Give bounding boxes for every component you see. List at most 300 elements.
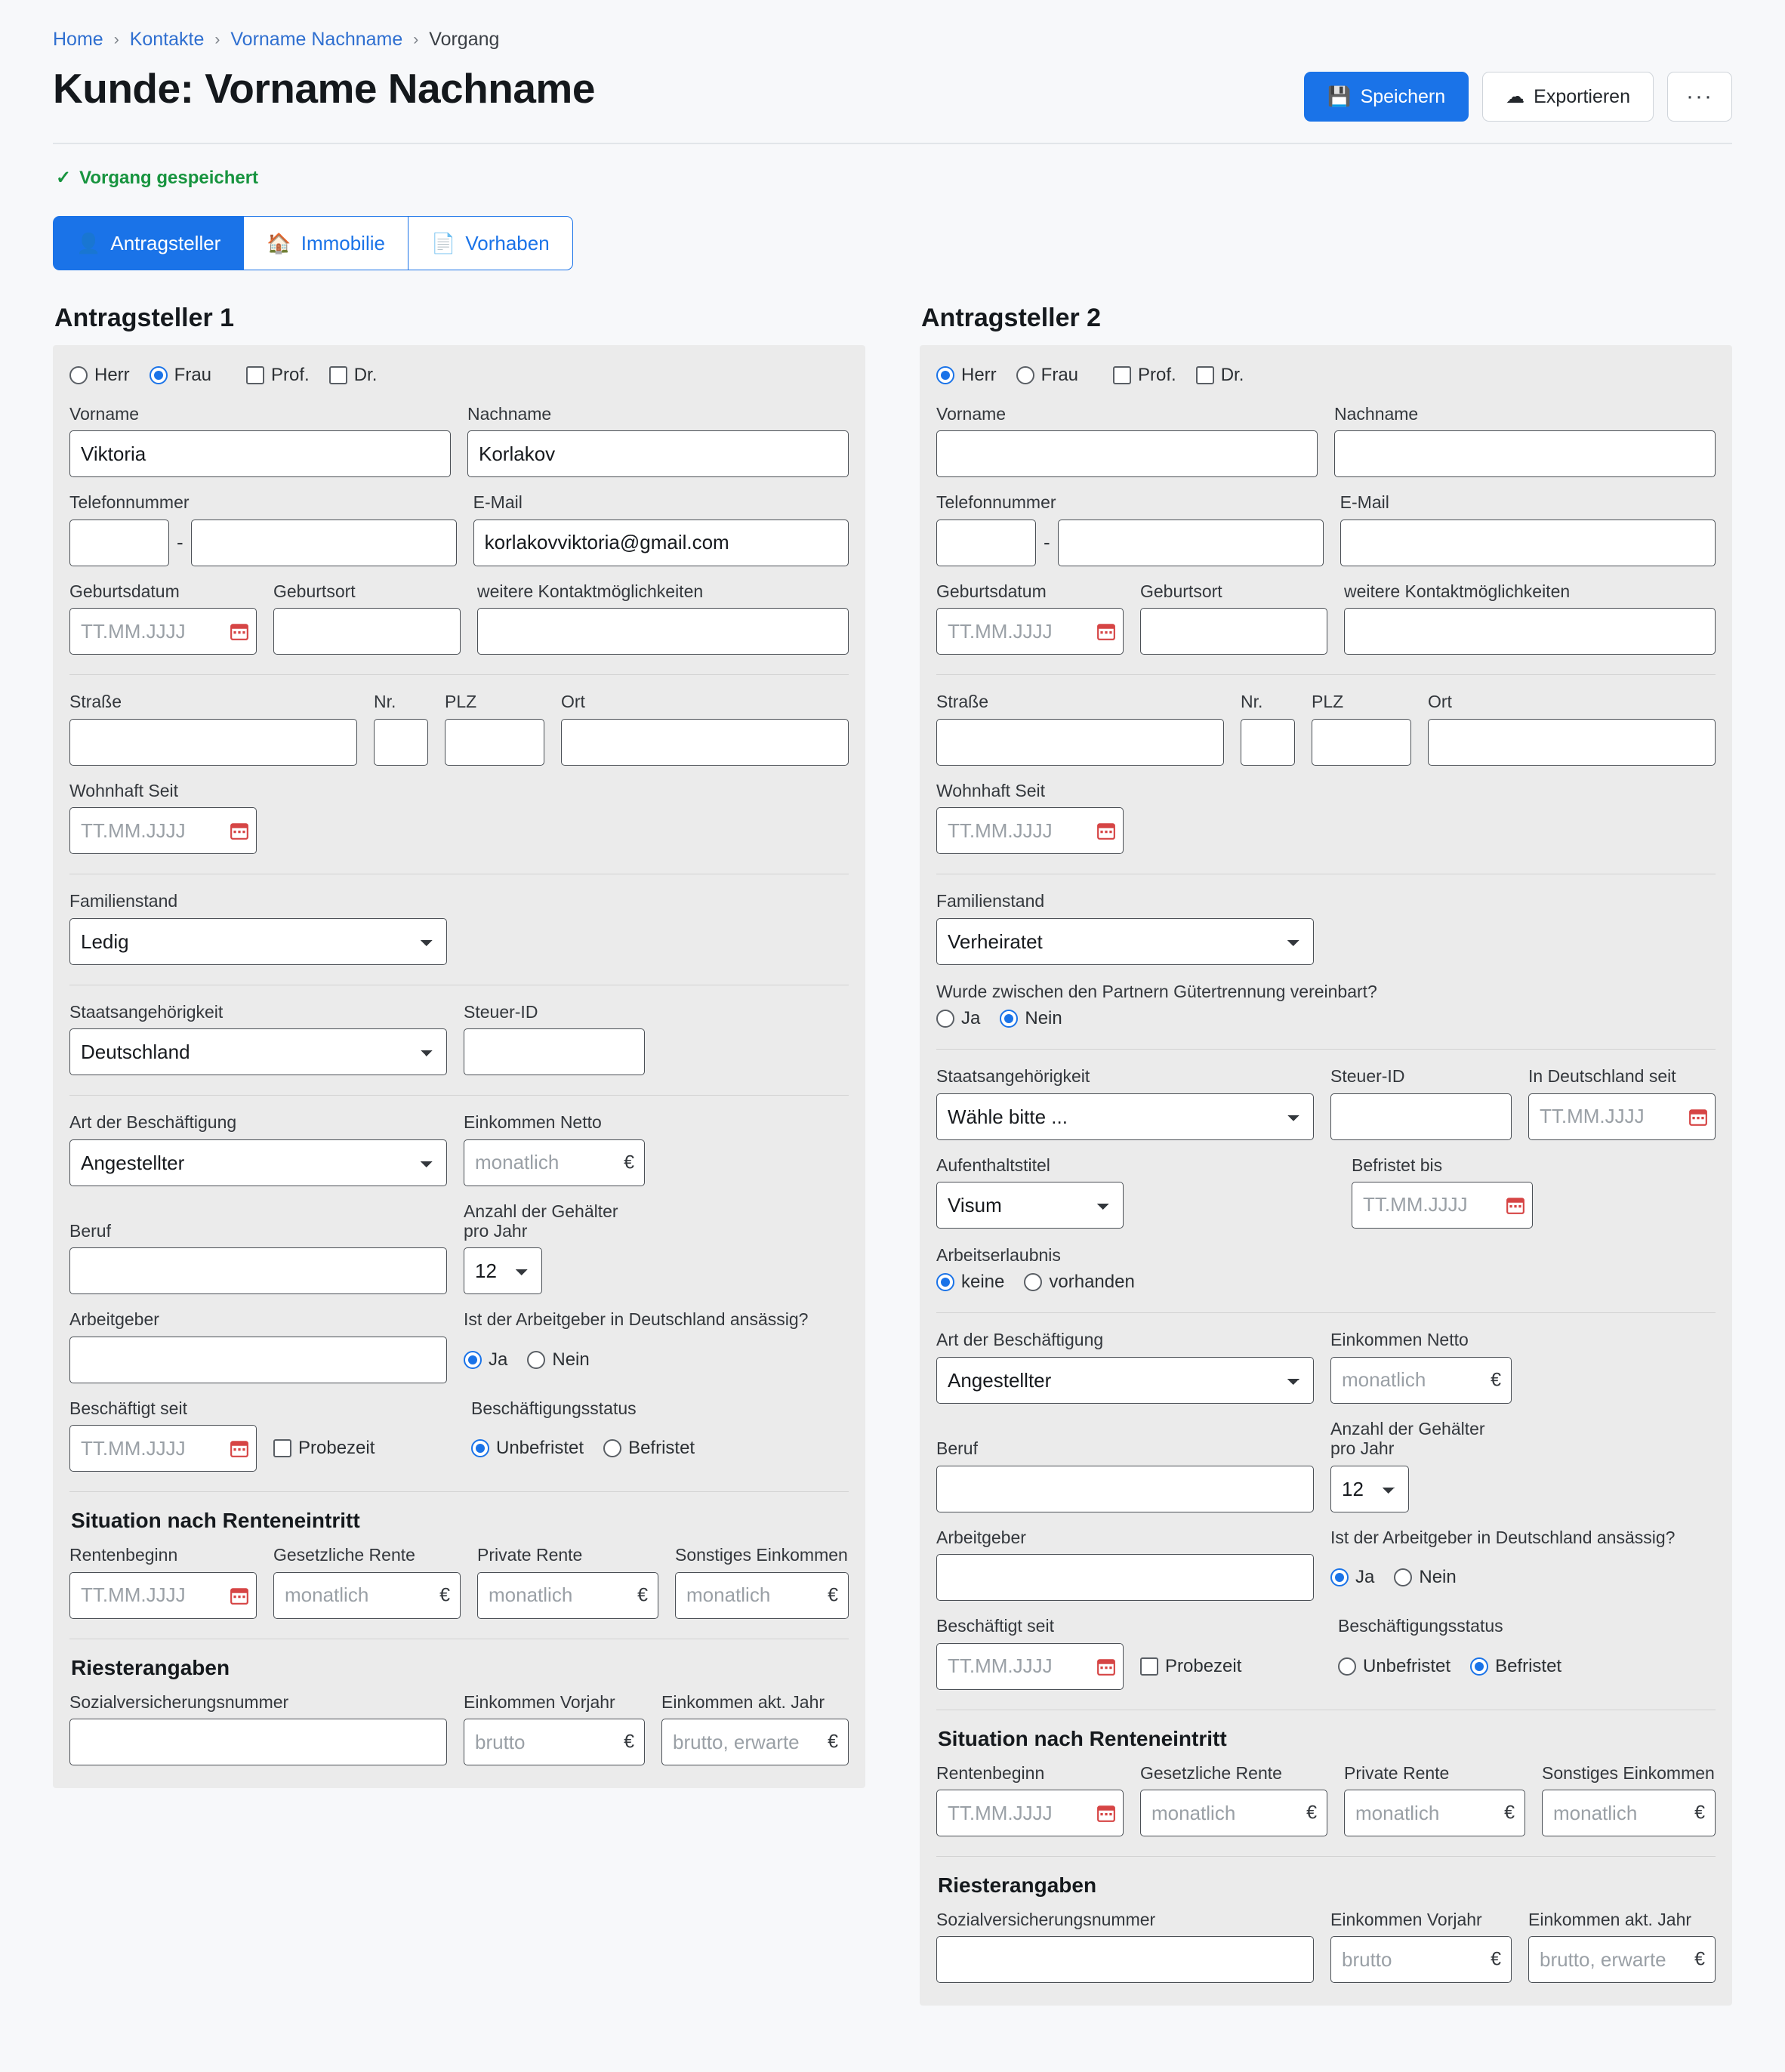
applicant-1-heading: Antragsteller 1 bbox=[54, 304, 235, 332]
label-sonstiges-einkommen-2: Sonstiges Einkommen bbox=[1542, 1762, 1715, 1783]
breadcrumb-item-home[interactable]: Home bbox=[53, 29, 103, 50]
label-ort-2: Ort bbox=[1428, 692, 1452, 712]
field-weitere-kontakt-1 bbox=[477, 581, 849, 655]
wohnhaft-row-2 bbox=[936, 781, 1716, 854]
currency-symbol: € bbox=[637, 1584, 648, 1606]
beschaeftigung-row-2 bbox=[936, 1330, 1716, 1403]
radio-guetertrennung-nein-2-label: Nein bbox=[1025, 1008, 1062, 1029]
rentenbeginn-input-1[interactable] bbox=[69, 1572, 257, 1619]
field-nachname-2 bbox=[1334, 404, 1716, 477]
nachname-input-1[interactable] bbox=[467, 430, 849, 477]
beschaeftigt-seit-row-2 bbox=[936, 1616, 1716, 1689]
label-staatsangehoerigkeit-1: Staatsangehörigkeit bbox=[69, 1001, 224, 1022]
label-strasse-1: Straße bbox=[69, 692, 122, 712]
radio-arbeitserlaubnis-keine-2-label: keine bbox=[961, 1272, 1005, 1293]
check-circle-icon: ✓ bbox=[56, 168, 72, 188]
field-aufenthaltstitel-2 bbox=[936, 1155, 1124, 1229]
radio-unbefristet-1-dot bbox=[471, 1439, 489, 1457]
radio-unbefristet-2[interactable] bbox=[1338, 1656, 1451, 1677]
applicant-2-column bbox=[920, 304, 1732, 2006]
geburtsort-input-2[interactable] bbox=[1140, 608, 1327, 655]
label-einkommen-vorjahr-2: Einkommen Vorjahr bbox=[1330, 1910, 1482, 1929]
label-guetertrennung-2: Wurde zwischen den Partnern Gütertrennung vereinbart? bbox=[936, 981, 1377, 1001]
label-plz-2: PLZ bbox=[1312, 692, 1344, 712]
label-geburtsdatum-1: Geburtsdatum bbox=[69, 581, 180, 601]
beschaeftigungsstatus-group-1 bbox=[471, 1425, 849, 1472]
radio-ansaessig-nein-2-label: Nein bbox=[1419, 1567, 1457, 1588]
einkommen-netto-input-1[interactable] bbox=[464, 1139, 645, 1186]
field-rentenbeginn-1 bbox=[69, 1545, 257, 1618]
radio-ansaessig-ja-1-dot bbox=[464, 1351, 482, 1369]
checkbox-prof-2-box bbox=[1113, 366, 1131, 384]
steuer-id-input-1[interactable] bbox=[464, 1028, 645, 1075]
field-telefon-1 bbox=[69, 492, 457, 566]
field-einkommen-vorjahr-1 bbox=[464, 1692, 645, 1765]
label-anzahl-gehaelter-1: Anzahl der Gehälter pro Jahr bbox=[464, 1201, 618, 1241]
contact-row-1 bbox=[69, 492, 849, 566]
label-rentenbeginn-2: Rentenbeginn bbox=[936, 1762, 1045, 1783]
in-deutschland-seit-input-2[interactable] bbox=[1528, 1093, 1716, 1140]
radio-ansaessig-ja-1-label: Ja bbox=[489, 1349, 508, 1370]
breadcrumb-item-current: Vorgang bbox=[429, 29, 500, 50]
breadcrumb-item-person[interactable]: Vorname Nachname bbox=[230, 29, 403, 50]
breadcrumb-item-kontakte[interactable]: Kontakte bbox=[129, 29, 205, 50]
field-geburtsdatum-2 bbox=[936, 581, 1124, 655]
label-nachname-1: Nachname bbox=[467, 404, 552, 424]
radio-herr-2[interactable] bbox=[936, 365, 997, 386]
beschaeftigung-row-1 bbox=[69, 1112, 849, 1186]
radio-ansaessig-ja-2-dot bbox=[1330, 1568, 1349, 1586]
rente-row-2 bbox=[936, 1763, 1716, 1836]
einkommen-vorjahr-input-1[interactable] bbox=[464, 1719, 645, 1765]
rentenbeginn-input-2[interactable] bbox=[936, 1790, 1124, 1836]
field-beschaeftigungsstatus-1 bbox=[471, 1398, 849, 1472]
chevron-right-icon: › bbox=[113, 30, 119, 48]
sozialversicherungsnummer-input-1[interactable] bbox=[69, 1719, 447, 1765]
label-vorname-1: Vorname bbox=[69, 404, 140, 424]
field-einkommen-netto-2 bbox=[1330, 1330, 1512, 1403]
field-geburtsdatum-1 bbox=[69, 581, 257, 655]
label-rentenbeginn-1: Rentenbeginn bbox=[69, 1545, 178, 1565]
telefon-number-input-1[interactable] bbox=[191, 520, 457, 566]
staat-row-2 bbox=[936, 1066, 1716, 1139]
radio-ansaessig-nein-2[interactable] bbox=[1394, 1567, 1456, 1588]
label-staatsangehoerigkeit-2: Staatsangehörigkeit bbox=[936, 1066, 1090, 1087]
art-beschaeftigung-select-2[interactable] bbox=[936, 1357, 1314, 1404]
floppy-icon: 💾 bbox=[1327, 85, 1352, 107]
familienstand-select-2[interactable] bbox=[936, 918, 1314, 965]
befristet-bis-input-2[interactable] bbox=[1352, 1182, 1533, 1229]
label-familienstand-2: Familienstand bbox=[936, 891, 1045, 911]
chevron-right-icon: › bbox=[214, 30, 220, 48]
beruf-row-1 bbox=[69, 1201, 849, 1295]
nr-input-1[interactable] bbox=[374, 719, 428, 766]
field-strasse-1 bbox=[69, 692, 357, 765]
field-nr-1 bbox=[374, 692, 428, 765]
field-staatsangehoerigkeit-2 bbox=[936, 1066, 1314, 1139]
checkbox-probezeit-1-box bbox=[273, 1439, 291, 1457]
riester-row-1 bbox=[69, 1692, 849, 1765]
checkbox-prof-1[interactable] bbox=[246, 365, 310, 386]
label-arbeitgeber-ansaessig-1: Ist der Arbeitgeber in Deutschland ansässig? bbox=[464, 1309, 809, 1330]
label-private-rente-1: Private Rente bbox=[477, 1545, 583, 1565]
email-input-1[interactable] bbox=[473, 520, 849, 566]
checkbox-probezeit-1[interactable] bbox=[273, 1425, 455, 1472]
address-row-1 bbox=[69, 692, 849, 765]
field-art-beschaeftigung-1 bbox=[69, 1112, 447, 1186]
radio-unbefristet-1[interactable] bbox=[471, 1438, 584, 1459]
radio-unbefristet-2-dot bbox=[1338, 1657, 1356, 1676]
telefon-prefix-input-1[interactable] bbox=[69, 520, 169, 566]
label-beruf-2: Beruf bbox=[936, 1438, 978, 1459]
checkbox-dr-1[interactable] bbox=[329, 365, 378, 386]
sozialversicherungsnummer-input-2[interactable] bbox=[936, 1936, 1314, 1983]
upload-cloud-icon: ☁ bbox=[1506, 86, 1525, 107]
arbeitgeber-ansaessig-group-1 bbox=[464, 1337, 849, 1383]
label-arbeitserlaubnis-2: Arbeitserlaubnis bbox=[936, 1244, 1061, 1265]
label-strasse-2: Straße bbox=[936, 692, 989, 712]
field-gesetzliche-rente-2 bbox=[1140, 1763, 1327, 1836]
radio-ansaessig-nein-1-label: Nein bbox=[552, 1349, 590, 1370]
field-sonstiges-einkommen-2 bbox=[1542, 1763, 1716, 1836]
nr-input-2[interactable] bbox=[1241, 719, 1295, 766]
familienstand-select-1[interactable] bbox=[69, 918, 447, 965]
familienstand-row-1 bbox=[69, 891, 849, 964]
email-input-2[interactable] bbox=[1340, 520, 1716, 566]
label-einkommen-netto-2: Einkommen Netto bbox=[1330, 1330, 1469, 1350]
breadcrumb bbox=[53, 29, 1732, 51]
label-nachname-2: Nachname bbox=[1334, 404, 1419, 424]
strasse-input-2[interactable] bbox=[936, 719, 1224, 766]
gesetzliche-rente-input-1[interactable] bbox=[273, 1572, 461, 1619]
tab-antragsteller[interactable] bbox=[53, 216, 244, 270]
beschaeftigt-seit-input-1[interactable] bbox=[69, 1425, 257, 1472]
einkommen-akt-jahr-input-1[interactable] bbox=[661, 1719, 849, 1765]
einkommen-akt-jahr-input-2[interactable] bbox=[1528, 1936, 1716, 1983]
steuer-id-input-2[interactable] bbox=[1330, 1093, 1512, 1140]
ort-input-2[interactable] bbox=[1428, 719, 1716, 766]
field-beschaeftigungsstatus-2 bbox=[1338, 1616, 1716, 1689]
label-steuer-id-1: Steuer-ID bbox=[464, 1001, 538, 1022]
checkbox-prof-2[interactable] bbox=[1113, 365, 1176, 386]
field-in-deutschland-seit-2 bbox=[1528, 1066, 1716, 1139]
checkbox-prof-1-box bbox=[246, 366, 264, 384]
radio-befristet-1-label: Befristet bbox=[628, 1438, 695, 1459]
radio-guetertrennung-nein-2-dot bbox=[1000, 1010, 1018, 1028]
label-telefon-1: Telefonnummer bbox=[69, 492, 190, 513]
label-anzahl-gehaelter-2: Anzahl der Gehälter pro Jahr bbox=[1330, 1418, 1485, 1459]
vorname-input-2[interactable] bbox=[936, 430, 1318, 477]
arbeitserlaubnis-group-2 bbox=[936, 1272, 1716, 1293]
field-arbeitgeber-1 bbox=[69, 1309, 447, 1383]
divider bbox=[69, 674, 849, 675]
radio-ansaessig-ja-1[interactable] bbox=[464, 1349, 507, 1371]
field-befristet-bis-2 bbox=[1352, 1155, 1533, 1229]
staatsangehoerigkeit-select-1[interactable] bbox=[69, 1028, 447, 1075]
home-icon: 🏠 bbox=[267, 231, 291, 254]
field-plz-1 bbox=[445, 692, 544, 765]
radio-frau-2-label: Frau bbox=[1040, 365, 1079, 385]
wohnhaft-seit-input-1[interactable] bbox=[69, 807, 257, 854]
divider bbox=[936, 674, 1716, 675]
sonstiges-einkommen-input-2[interactable] bbox=[1542, 1790, 1716, 1836]
radio-frau-2[interactable] bbox=[1016, 365, 1078, 386]
label-art-beschaeftigung-2: Art der Beschäftigung bbox=[936, 1330, 1104, 1350]
field-wohnhaft-seit-2 bbox=[936, 781, 1124, 854]
checkbox-prof-1-label: Prof. bbox=[271, 365, 310, 385]
label-nr-2: Nr. bbox=[1241, 692, 1263, 712]
radio-ansaessig-ja-2-label: Ja bbox=[1355, 1567, 1375, 1588]
tab-vorhaben[interactable] bbox=[408, 216, 573, 270]
private-rente-input-2[interactable] bbox=[1344, 1790, 1525, 1836]
field-beschaeftigt-seit-1 bbox=[69, 1398, 257, 1472]
phone-dash: - bbox=[1044, 531, 1050, 554]
plz-input-2[interactable] bbox=[1312, 719, 1411, 766]
field-anzahl-gehaelter-2 bbox=[1330, 1419, 1512, 1512]
label-plz-1: PLZ bbox=[445, 692, 477, 712]
label-probezeit-spacer-2 bbox=[1140, 1616, 1321, 1636]
page-header bbox=[53, 64, 1732, 144]
tab-bar bbox=[53, 216, 1732, 270]
radio-ansaessig-nein-2-dot bbox=[1394, 1568, 1412, 1586]
currency-symbol: € bbox=[1306, 1802, 1317, 1824]
radio-guetertrennung-nein-2[interactable] bbox=[1000, 1008, 1062, 1029]
riester-row-2 bbox=[936, 1910, 1716, 1983]
strasse-input-1[interactable] bbox=[69, 719, 357, 766]
contact-row-2 bbox=[936, 492, 1716, 566]
ort-input-1[interactable] bbox=[561, 719, 849, 766]
plz-input-1[interactable] bbox=[445, 719, 544, 766]
label-gesetzliche-rente-2: Gesetzliche Rente bbox=[1140, 1762, 1282, 1783]
label-in-deutschland-seit-2: In Deutschland seit bbox=[1528, 1066, 1676, 1087]
radio-guetertrennung-ja-2-label: Ja bbox=[961, 1008, 981, 1029]
salutation-group-1 bbox=[69, 365, 849, 386]
currency-symbol: € bbox=[1491, 1948, 1501, 1970]
geburtsdatum-input-2[interactable] bbox=[936, 608, 1124, 655]
anzahl-gehaelter-select-1[interactable] bbox=[464, 1247, 542, 1294]
nachname-input-2[interactable] bbox=[1334, 430, 1716, 477]
guetertrennung-row-2 bbox=[936, 982, 1716, 1029]
tab-immobilie[interactable] bbox=[243, 216, 408, 270]
label-beruf-1: Beruf bbox=[69, 1220, 111, 1241]
label-email-1: E-Mail bbox=[473, 492, 523, 513]
gesetzliche-rente-input-2[interactable] bbox=[1140, 1790, 1327, 1836]
geburtsort-input-1[interactable] bbox=[273, 608, 461, 655]
label-ort-1: Ort bbox=[561, 692, 585, 712]
label-private-rente-2: Private Rente bbox=[1344, 1762, 1450, 1783]
phone-dash: - bbox=[177, 531, 183, 554]
riesterangaben-heading-1: Riesterangaben bbox=[71, 1655, 230, 1679]
label-befristet-bis-2: Befristet bis bbox=[1352, 1155, 1443, 1175]
field-sozialversicherungsnummer-2 bbox=[936, 1910, 1314, 1983]
field-vorname-2 bbox=[936, 404, 1318, 477]
field-rentenbeginn-2 bbox=[936, 1763, 1124, 1836]
tab-antragsteller-label: Antragsteller bbox=[110, 231, 221, 254]
more-options-button[interactable]: ··· bbox=[1667, 72, 1732, 122]
radio-frau-1-label: Frau bbox=[174, 365, 212, 385]
label-beschaeftigt-seit-1: Beschäftigt seit bbox=[69, 1398, 187, 1418]
export-button[interactable] bbox=[1482, 72, 1654, 122]
field-nr-2 bbox=[1241, 692, 1295, 765]
field-probezeit-2 bbox=[1140, 1616, 1321, 1689]
wohnhaft-row-1 bbox=[69, 781, 849, 854]
name-row-2 bbox=[936, 404, 1716, 477]
art-beschaeftigung-select-1[interactable] bbox=[69, 1139, 447, 1186]
beschaeftigt-seit-input-2[interactable] bbox=[936, 1643, 1124, 1690]
document-icon: 📄 bbox=[430, 231, 456, 254]
checkbox-probezeit-2-box bbox=[1140, 1657, 1158, 1676]
arbeitgeber-input-1[interactable] bbox=[69, 1337, 447, 1383]
arbeitgeber-input-2[interactable] bbox=[936, 1554, 1314, 1601]
radio-befristet-1[interactable] bbox=[603, 1438, 695, 1459]
radio-herr-1[interactable] bbox=[69, 365, 130, 386]
einkommen-vorjahr-input-2[interactable] bbox=[1330, 1936, 1512, 1983]
radio-befristet-2-dot bbox=[1470, 1657, 1488, 1676]
beschaeftigungsstatus-group-2 bbox=[1338, 1643, 1716, 1690]
label-sonstiges-einkommen-1: Sonstiges Einkommen bbox=[675, 1545, 848, 1565]
export-button-label: Exportieren bbox=[1534, 85, 1630, 107]
field-probezeit-1 bbox=[273, 1398, 455, 1472]
currency-symbol: € bbox=[828, 1731, 838, 1753]
weitere-kontakt-input-1[interactable] bbox=[477, 608, 849, 655]
applicant-1-column bbox=[53, 304, 865, 1788]
field-einkommen-netto-1 bbox=[464, 1112, 645, 1186]
field-strasse-2 bbox=[936, 692, 1224, 765]
label-weitere-kontakt-1: weitere Kontaktmöglichkeiten bbox=[477, 581, 704, 601]
aufenthalt-row-2 bbox=[936, 1155, 1716, 1229]
checkbox-probezeit-2-label: Probezeit bbox=[1165, 1655, 1242, 1676]
label-arbeitgeber-ansaessig-2: Ist der Arbeitgeber in Deutschland ansässig? bbox=[1330, 1527, 1676, 1547]
field-email-1 bbox=[473, 492, 849, 566]
einkommen-netto-input-2[interactable] bbox=[1330, 1357, 1512, 1404]
label-weitere-kontakt-2: weitere Kontaktmöglichkeiten bbox=[1344, 581, 1571, 601]
field-art-beschaeftigung-2 bbox=[936, 1330, 1314, 1403]
field-vorname-1 bbox=[69, 404, 451, 477]
label-beschaeftigt-seit-2: Beschäftigt seit bbox=[936, 1616, 1054, 1636]
label-beschaeftigungsstatus-2: Beschäftigungsstatus bbox=[1338, 1616, 1503, 1636]
radio-arbeitserlaubnis-keine-2-dot bbox=[936, 1273, 954, 1291]
field-nachname-1 bbox=[467, 404, 849, 477]
checkbox-probezeit-2[interactable] bbox=[1140, 1643, 1321, 1690]
page-title: Kunde: Vorname Nachname bbox=[53, 65, 595, 112]
divider bbox=[936, 1856, 1716, 1857]
telefon-number-input-2[interactable] bbox=[1058, 520, 1324, 566]
label-einkommen-netto-1: Einkommen Netto bbox=[464, 1112, 602, 1133]
field-weitere-kontakt-2 bbox=[1344, 581, 1716, 655]
status-badge bbox=[56, 167, 1732, 189]
sonstiges-einkommen-input-1[interactable] bbox=[675, 1572, 849, 1619]
arbeitgeber-row-1 bbox=[69, 1309, 849, 1383]
beruf-input-2[interactable] bbox=[936, 1466, 1314, 1512]
radio-herr-2-label: Herr bbox=[961, 365, 997, 385]
radio-befristet-2-label: Befristet bbox=[1495, 1655, 1562, 1676]
divider bbox=[69, 1491, 849, 1492]
beruf-input-1[interactable] bbox=[69, 1247, 447, 1294]
field-ort-1 bbox=[561, 692, 849, 765]
checkbox-dr-2-label: Dr. bbox=[1220, 365, 1244, 385]
geburtsdatum-input-1[interactable] bbox=[69, 608, 257, 655]
field-steuer-id-1 bbox=[464, 1002, 645, 1075]
header-actions bbox=[1304, 72, 1732, 122]
field-anzahl-gehaelter-1 bbox=[464, 1201, 645, 1295]
wohnhaft-seit-input-2[interactable] bbox=[936, 807, 1124, 854]
vorname-input-1[interactable] bbox=[69, 430, 451, 477]
radio-arbeitserlaubnis-vorhanden-2[interactable] bbox=[1024, 1272, 1134, 1293]
field-beruf-2 bbox=[936, 1438, 1314, 1512]
weitere-kontakt-input-2[interactable] bbox=[1344, 608, 1716, 655]
staatsangehoerigkeit-select-2[interactable] bbox=[936, 1093, 1314, 1140]
radio-frau-1[interactable] bbox=[150, 365, 211, 386]
currency-symbol: € bbox=[1504, 1802, 1515, 1824]
arbeitgeber-row-2 bbox=[936, 1528, 1716, 1601]
field-gesetzliche-rente-1 bbox=[273, 1545, 461, 1618]
radio-ansaessig-ja-2[interactable] bbox=[1330, 1567, 1374, 1588]
label-sozialversicherungsnummer-1: Sozialversicherungsnummer bbox=[69, 1691, 289, 1712]
telefon-prefix-input-2[interactable] bbox=[936, 520, 1036, 566]
currency-symbol: € bbox=[1491, 1369, 1501, 1391]
radio-ansaessig-nein-1[interactable] bbox=[527, 1349, 589, 1371]
tab-immobilie-label: Immobilie bbox=[301, 231, 385, 254]
field-arbeitgeber-ansaessig-1 bbox=[464, 1309, 849, 1383]
label-geburtsort-2: Geburtsort bbox=[1140, 581, 1222, 601]
currency-symbol: € bbox=[1694, 1802, 1705, 1824]
radio-befristet-2[interactable] bbox=[1470, 1656, 1561, 1677]
label-geburtsdatum-2: Geburtsdatum bbox=[936, 581, 1047, 601]
currency-symbol: € bbox=[828, 1584, 838, 1606]
label-nr-1: Nr. bbox=[374, 692, 396, 712]
staat-row-1 bbox=[69, 1002, 849, 1075]
divider bbox=[69, 1095, 849, 1096]
field-familienstand-1 bbox=[69, 891, 447, 964]
arbeitserlaubnis-row-2 bbox=[936, 1245, 1716, 1293]
currency-symbol: € bbox=[1694, 1948, 1705, 1970]
name-row-1 bbox=[69, 404, 849, 477]
save-button[interactable] bbox=[1304, 72, 1469, 122]
label-familienstand-1: Familienstand bbox=[69, 891, 178, 911]
radio-frau-1-dot bbox=[150, 366, 168, 384]
label-wohnhaft-seit-1: Wohnhaft Seit bbox=[69, 780, 179, 800]
applicants-columns bbox=[53, 304, 1732, 2006]
birth-row-1 bbox=[69, 581, 849, 655]
radio-herr-2-dot bbox=[936, 366, 954, 384]
anzahl-gehaelter-select-2[interactable] bbox=[1330, 1466, 1409, 1512]
checkbox-prof-2-label: Prof. bbox=[1138, 365, 1176, 385]
label-arbeitgeber-1: Arbeitgeber bbox=[69, 1309, 159, 1330]
radio-herr-1-label: Herr bbox=[94, 365, 130, 385]
checkbox-dr-2[interactable] bbox=[1196, 365, 1244, 386]
tab-vorhaben-label: Vorhaben bbox=[465, 231, 550, 254]
chevron-right-icon: › bbox=[413, 30, 419, 48]
radio-arbeitserlaubnis-keine-2[interactable] bbox=[936, 1272, 1004, 1293]
salutation-group-2 bbox=[936, 365, 1716, 386]
aufenthaltstitel-select-2[interactable] bbox=[936, 1182, 1124, 1229]
checkbox-dr-2-box bbox=[1196, 366, 1214, 384]
status-text: Vorgang gespeichert bbox=[79, 167, 259, 188]
radio-guetertrennung-ja-2[interactable] bbox=[936, 1008, 980, 1029]
address-row-2 bbox=[936, 692, 1716, 765]
private-rente-input-1[interactable] bbox=[477, 1572, 658, 1619]
label-art-beschaeftigung-1: Art der Beschäftigung bbox=[69, 1112, 237, 1133]
riesterangaben-heading-2: Riesterangaben bbox=[938, 1873, 1097, 1897]
label-vorname-2: Vorname bbox=[936, 404, 1007, 424]
field-arbeitgeber-2 bbox=[936, 1528, 1314, 1601]
field-beruf-1 bbox=[69, 1221, 447, 1294]
radio-arbeitserlaubnis-vorhanden-2-label: vorhanden bbox=[1049, 1272, 1135, 1293]
field-email-2 bbox=[1340, 492, 1716, 566]
label-beschaeftigungsstatus-1: Beschäftigungsstatus bbox=[471, 1398, 637, 1418]
divider bbox=[936, 1312, 1716, 1313]
label-einkommen-akt-jahr-2: Einkommen akt. Jahr bbox=[1528, 1910, 1692, 1929]
